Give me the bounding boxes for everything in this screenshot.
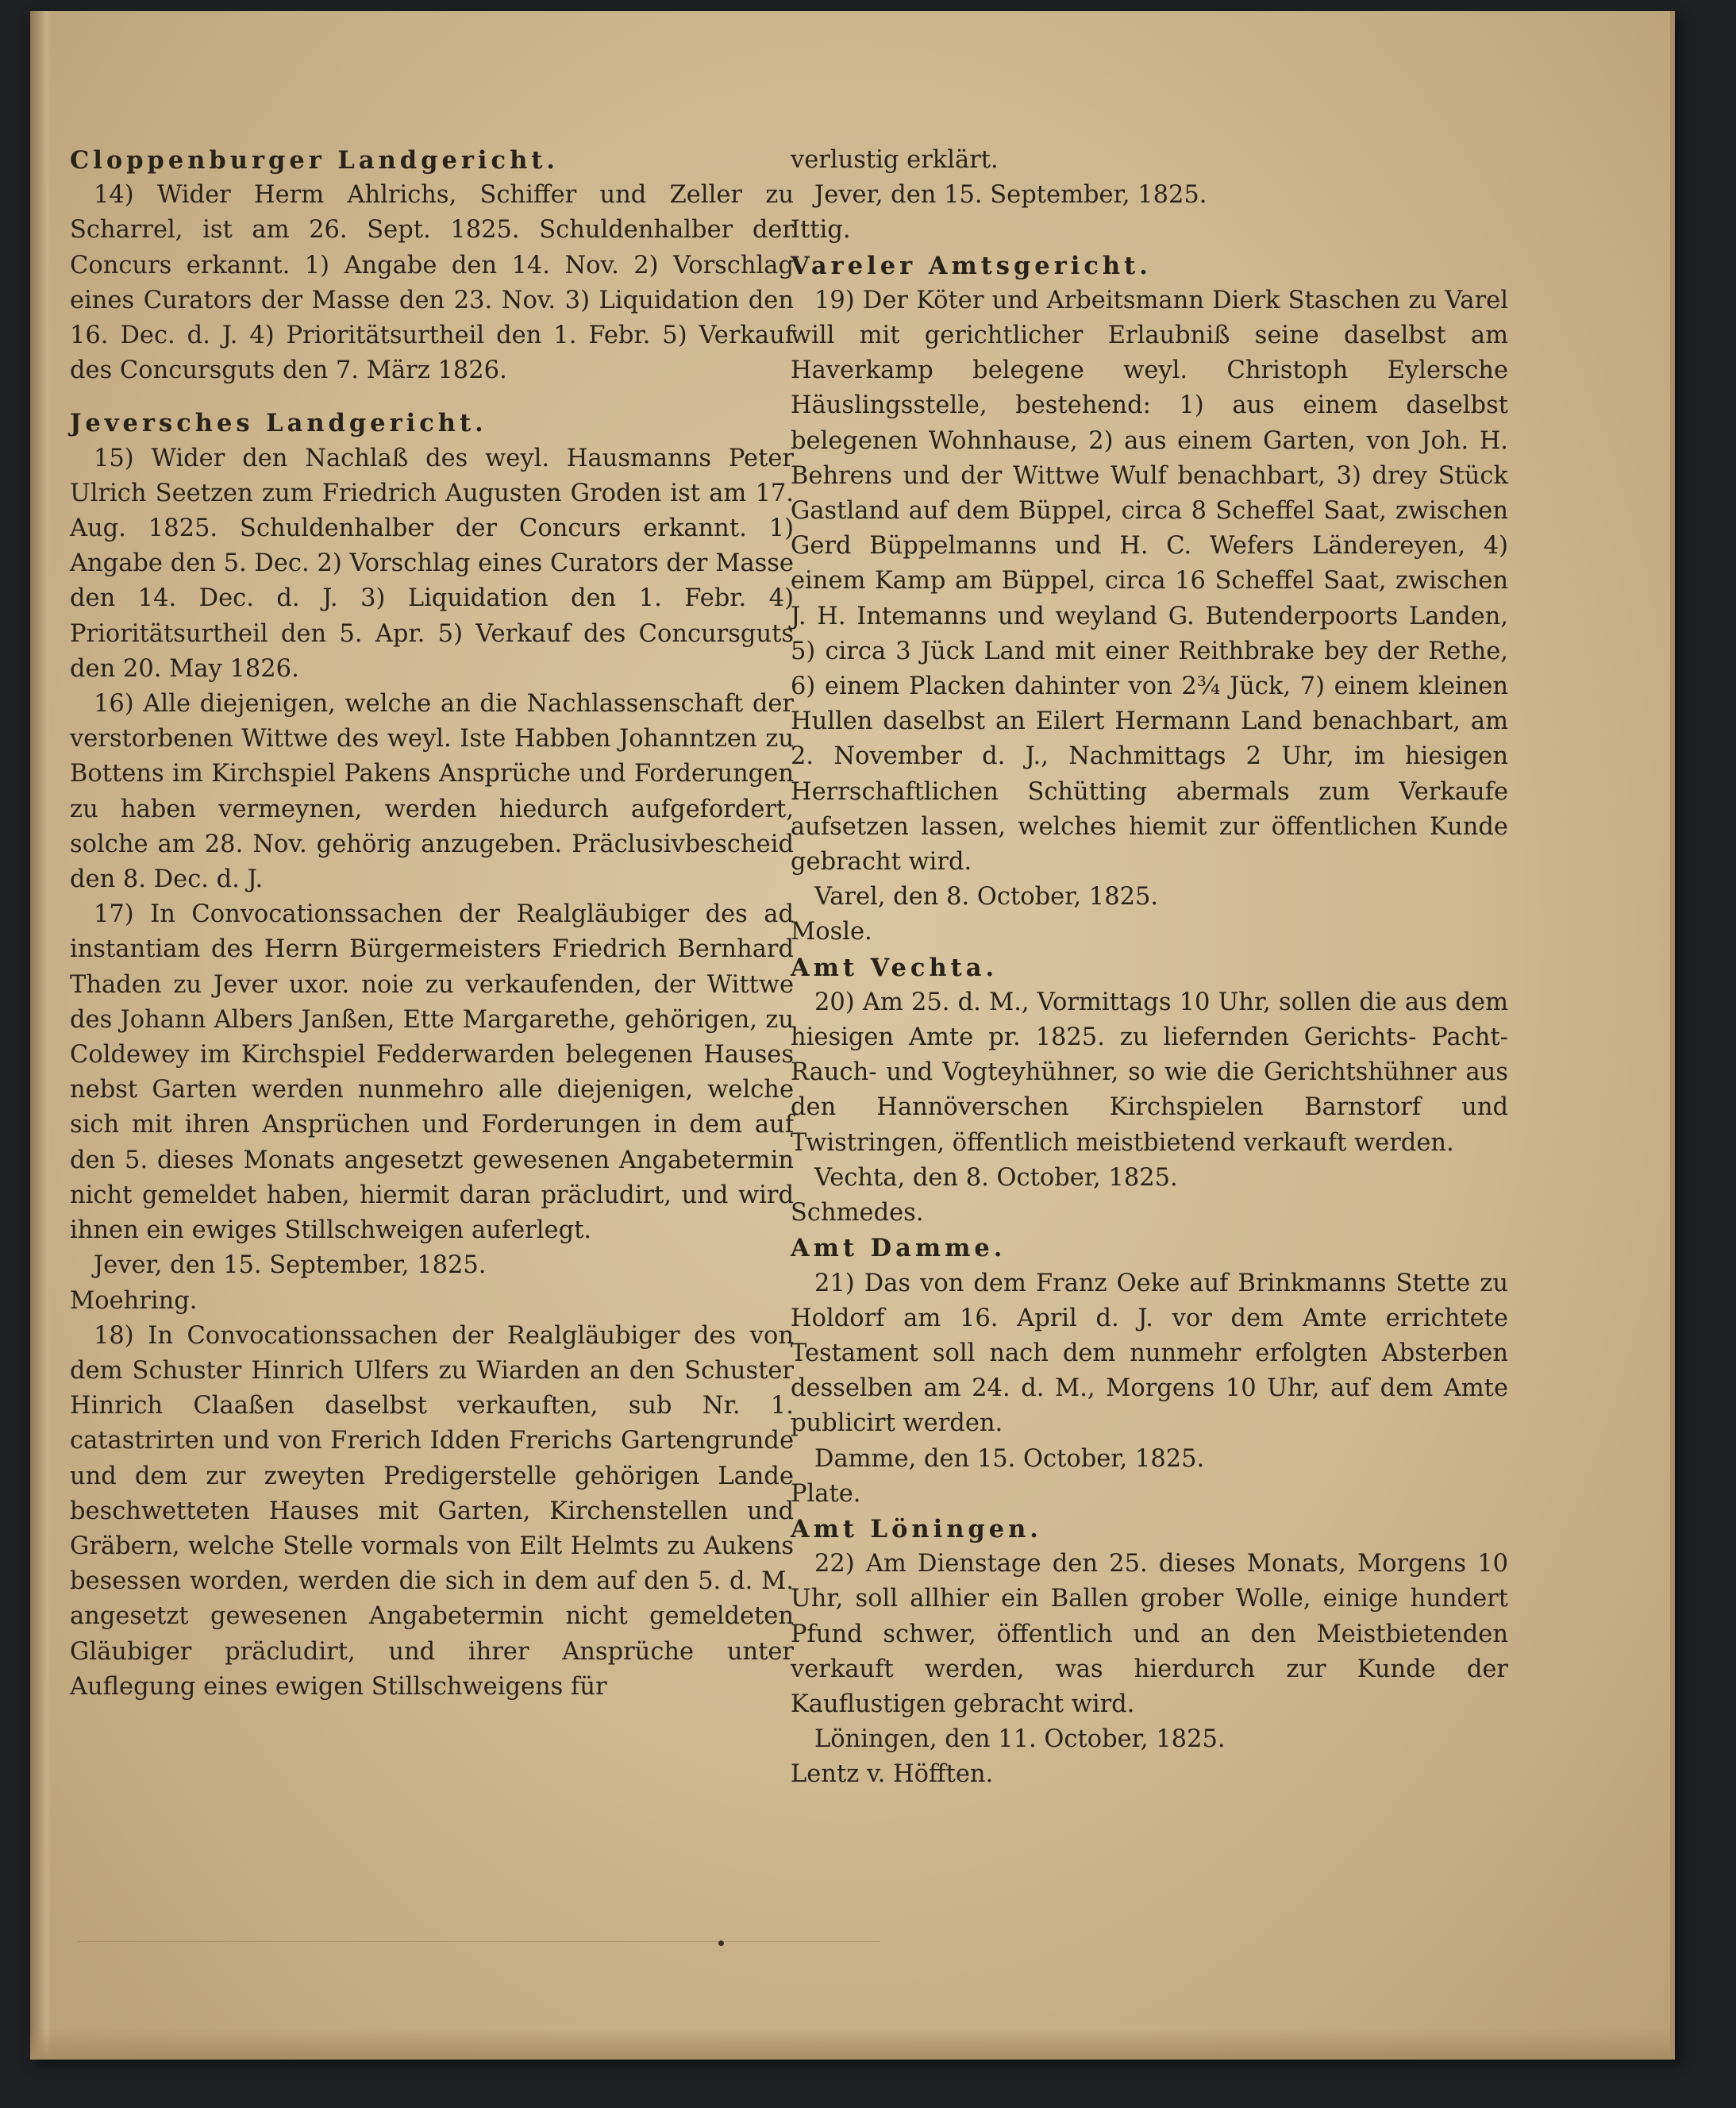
notice-20-signature: Schmedes. — [791, 1199, 924, 1227]
section-heading: Jeversches Landgericht. — [70, 409, 487, 438]
notice-20-place-date: Vechta, den 8. October, 1825. — [814, 1163, 1178, 1192]
notice-14: 14) Wider Herm Ahlrichs, Schiffer und Zeller zu Scharrel, ist am 26. Sept. 1825. Schuldenhalber der Concurs erkannt. 1) Angabe den 14. Nov. 2) Vorschlag eines Curators der Masse den 23. Nov. 3) Liquidation den 16. Dec. d. J. 4) Prioritätsurtheil den 1. Febr. 5) Verkauf des Concursguts den 7. März 1826. — [70, 181, 794, 385]
notice-17-place-date: Jever, den 15. September, 1825. — [94, 1251, 487, 1280]
ink-dot — [718, 1940, 724, 1946]
notice-22-place-date: Löningen, den 11. October, 1825. — [814, 1725, 1226, 1754]
section-heading: Cloppenburger Landgericht. — [70, 146, 559, 175]
section-heading: Amt Vechta. — [791, 953, 999, 982]
notice-19-signature: Mosle. — [791, 918, 872, 946]
notice-18-place-date: Jever, den 15. September, 1825. — [814, 181, 1207, 210]
notice-21: 21) Das von dem Franz Oeke auf Brinkmanns Stette zu Holdorf am 16. April d. J. vor dem Amte errichtete Testament soll nach dem nunmehr erfolgten Absterben desselben am 24. d. M., Morgens 10 Uhr, auf dem Amte publicirt werden. — [791, 1269, 1508, 1438]
notice-18: 18) In Convocationssachen der Realgläubiger des von dem Schuster Hinrich Ulfers zu Wiarden an den Schuster Hinrich Claaßen daselbst verkauften, sub Nr. 1. catastrirten und von Frerich Idden Frerichs Gartengrunde und dem zur zweyten Predigerstelle gehörigen Lande beschwetteten Hauses mit Garten, Kirchenstellen und Gräbern, welche Stelle vormals von Eilt Helmts zu Aukens besessen worden, werden die sich in dem auf den 5. d. M. angesetzt gewesenen Angabetermin nicht gemeldeten Gläubiger präcludirt, und ihrer Ansprüche unter Auflegung eines ewigen Stillschweigens für — [70, 1321, 794, 1701]
notice-22: 22) Am Dienstage den 25. dieses Monats, Morgens 10 Uhr, soll allhier ein Ballen grober Wolle, einige hundert Pfund schwer, öffentlich und an den Meistbietenden verkauft werden, was hierdurch zur Kunde der Kauflustigen gebracht wird. — [791, 1550, 1508, 1718]
notice-16: 16) Alle diejenigen, welche an die Nachlassenschaft der verstorbenen Wittwe des weyl. Iste Habben Johanntzen zu Bottens im Kirchspiel Pakens Ansprüche und Forderungen zu haben vermeynen, werden hiedurch aufgefordert, solche am 28. Nov. gehörig anzugeben. Präclusivbescheid den 8. Dec. d. J. — [70, 690, 794, 894]
notice-17: 17) In Convocationssachen der Realgläubiger des ad instantiam des Herrn Bürgermeisters Friedrich Bernhard Thaden zu Jever uxor. noie zu verkaufenden, der Wittwe des Johann Albers Janßen, Ette Margarethe, gehörigen, zu Coldewey im Kirchspiel Fedderwarden belegenen Hauses nebst Garten werden nunmehro alle diejenigen, welche sich mit ihren Ansprüchen und Forderungen in dem auf den 5. dieses Monats angesetzt gewesenen Angabetermin nicht gemeldet haben, hiermit daran präcludirt, und wird ihnen ein ewiges Stillschweigen auferlegt. — [70, 900, 794, 1245]
notice-22-signature: Lentz v. Höfften. — [791, 1760, 994, 1789]
bottom-rule — [78, 1941, 880, 1942]
notice-17-signature: Moehring. — [70, 1286, 198, 1315]
section-heading: Amt Damme. — [791, 1234, 1007, 1263]
notice-15: 15) Wider den Nachlaß des weyl. Hausmanns Peter Ulrich Seetzen zum Friedrich Augusten Groden ist am 17. Aug. 1825. Schuldenhalber der Concurs erkannt. 1) Angabe den 5. Dec. 2) Vorschlag eines Curators der Masse den 14. Dec. d. J. 3) Liquidation den 1. Febr. 4) Prioritätsurtheil den 5. Apr. 5) Verkauf des Concursguts den 20. May 1826. — [70, 444, 794, 683]
left-column — [70, 143, 794, 1705]
right-column — [791, 143, 1508, 1793]
notice-19-place-date: Varel, den 8. October, 1825. — [814, 883, 1159, 911]
section-heading: Amt Löningen. — [791, 1514, 1042, 1543]
notice-20: 20) Am 25. d. M., Vormittags 10 Uhr, sollen die aus dem hiesigen Amte pr. 1825. zu liefernden Gerichts- Pacht- Rauch- und Vogteyhühner, so wie die Gerichtshühner aus den Hannöverschen Kirchspielen Barnstorf und Twistringen, öffentlich meistbietend verkauft werden. — [791, 988, 1508, 1157]
notice-21-place-date: Damme, den 15. October, 1825. — [814, 1444, 1205, 1473]
notice-18-signature: Ittig. — [791, 216, 851, 245]
notice-19: 19) Der Köter und Arbeitsmann Dierk Staschen zu Varel will mit gerichtlicher Erlaubniß seine daselbst am Haverkamp belegene weyl. Christoph Eylersche Häuslingsstelle, bestehend: 1) aus einem daselbst belegenen Wohnhause, 2) aus einem Garten, von Joh. H. Behrens und der Wittwe Wulf benachbart, 3) drey Stück Gastland auf dem Büppel, circa 8 Scheffel Saat, zwischen Gerd Büppelmanns und H. C. Wefers Ländereyen, 4) einem Kamp am Büppel, circa 16 Scheffel Saat, zwischen J. H. Intemanns und weyland G. Butenderpoorts Landen, 5) circa 3 Jück Land mit einer Reithbrake bey der Rethe, 6) einem Placken dahinter von 2¾ Jück, 7) einem kleinen Hullen daselbst an Eilert Hermann Land benachbart, am 2. November d. J., Nachmittags 2 Uhr, im hiesigen Herrschaftlichen Schütting abermals zum Verkaufe aufsetzen lassen, welches hiemit zur öffentlichen Kunde gebracht wird. — [791, 286, 1508, 877]
page-binding-edge — [30, 11, 51, 2060]
section-heading: Vareler Amtsgericht. — [791, 251, 1152, 280]
notice-21-signature: Plate. — [791, 1479, 861, 1508]
notice-18-end: verlustig erklärt. — [791, 146, 999, 174]
page-bottom-edge — [30, 2028, 1670, 2060]
